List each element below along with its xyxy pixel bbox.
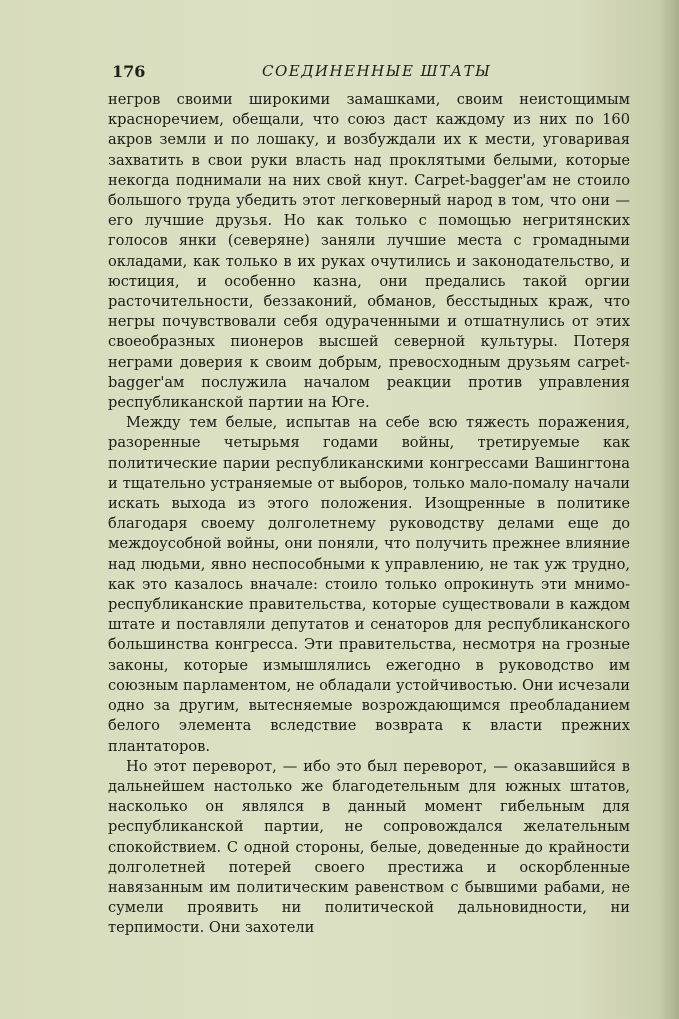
paragraph-2: Между тем белые, испытав на себе всю тяжесть поражения, разоренные четырьмя годами войны, третируемые как политические парии республиканскими конгрессами Вашингтона и тщательно устраняемые от выборов, только мало-помалу начали искать выхода из этого положения. Изощренные в политике благодаря своему долголетнему руководству делами еще до междоусобной войны, они поняли, что получить прежнее влияние над людьми, явно неспособными к управлению, не так уж трудно, как это казалось вначале: стоило только опрокинуть эти мнимо-республиканские правительства, которые существовали в каждом штате и поставляли депутатов и сенаторов для республиканского большинства конгресса. Эти правительства, несмотря на грозные законы, которые измышлялись ежегодно в руководство им союзным парламентом, не обладали устойчивостью. Они исчезали одно за другим, вытесняемые возрождающимся преобладанием белого элемента вследствие возврата к власти прежних плантаторов.: [108, 414, 630, 755]
page-header: [112, 62, 632, 86]
page-number: 176: [112, 62, 146, 81]
paragraph-3: Но этот переворот, — ибо это был переворот, — оказавшийся в дальнейшем настолько же благодетельным для южных штатов, насколько он являлся в данный момент гибельным для республиканской партии, не сопровождался желательным спокойствием. С одной стороны, белые, доведенные до крайности долголетней потерей своего престижа и оскорбленные навязанным им политическим равенством с бывшими рабами, не сумели проявить ни политической дальновидности, ни терпимости. Они захотели: [108, 757, 630, 937]
page-edge-shadow: [659, 0, 679, 1019]
running-title: СОЕДИНЕННЫЕ ШТАТЫ: [262, 62, 492, 80]
body-text: [108, 90, 630, 939]
paragraph-1: негров своими широкими замашками, своим неистощимым красноречием, обещали, что союз даст каждому из них по 160 акров земли и по лошаку, и возбуждали их к мести, уговаривая захватить в свои руки власть над проклятыми белыми, которые некогда поднимали на них свой кнут. Carpet-bagger'ам не стоило большого труда убедить этот легковерный народ в том, что они — его лучшие друзья. Но как только с помощью негритянских голосов янки (северяне) заняли лучшие места с громадными окладами, как только в их руках очутились и законодательство, и юстиция, и особенно казна, они предались такой оргии расточительности, беззаконий, обманов, бесстыдных краж, что негры почувствовали себя одураченными и отшатнулись от этих своеобразных пионеров высшей северной культуры. Потеря неграми доверия к своим добрым, превосходным друзьям carpet-bagger'ам послужила началом реакции против управления республиканской партии на Юге.: [108, 91, 630, 412]
